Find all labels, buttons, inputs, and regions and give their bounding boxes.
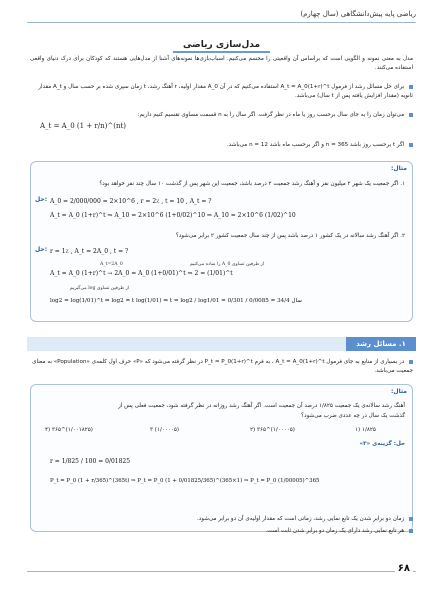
option-2[interactable]: (۱/۰۰۰۰۵)^۳۶۵ (۲ — [250, 427, 295, 433]
example-2-question-line-1: آهنگ رشد سالانه‌ی یک جمعیت ۱/۸۲۵ درصد آن جمعیت است. اگر آهنگ رشد روزانه در نظر گرفته شود، جمعیت فعلی پس از — [118, 403, 405, 409]
intro-line-1: مدل به معنی نمونه و الگویی است که براساس آن واقعیتی را مجسم می‌کنیم. اسباب‌بازی‌ها نمونه‌های آشنا از مدل‌هایی هستند که کودکان برای — [73, 56, 413, 62]
example-2-answer: حل: گزینه‌ی «۳» — [359, 441, 405, 447]
example-1-solution-2c: log2 = log(1/01)^t ⇒ log2 = t log(1/01) ⇒ t = log2 / log1/01 = 0/301 / 0/0085 = 34/4 سال — [50, 298, 302, 304]
bullet-n-values — [30, 141, 413, 150]
note-1: زمان دو برابر شدن یک تابع نمایی رشد، زمانی است که مقدار اولیه‌ی آن دو برابر می‌شود. — [197, 516, 405, 522]
bullet-periods — [30, 111, 413, 120]
section-number: ۱. — [398, 340, 406, 348]
bullet-3: اگر t برحسب روز باشد n = 365 و اگر برحسب ماه باشد n = 12 می‌باشد. — [226, 142, 405, 148]
bullet-icon — [409, 113, 413, 117]
example-1-solution-1b: A_t = A_0 (1+r)^t ⇒ A_10 = 2×10^6 (1+0/02)^10 ⇒ A_10 = 2×10^6 (1/02)^10 — [50, 212, 296, 219]
bullet-icon — [409, 517, 413, 521]
example-1-note-2: از طرفین تساوی A_0 را ساده می‌کنیم — [190, 262, 265, 267]
example-1-solution-1a: A_0 = 2/000/000 = 2×10^6 , r = 2٪ , t = 10 , A_t = ? — [50, 198, 212, 205]
option-1[interactable]: ۱/۸۲۵ (۱ — [355, 427, 376, 433]
bullet-icon — [409, 85, 413, 89]
example-1-question-1: ۱. اگر جمعیت یک شهر ۲ میلیون نفر و آهنگ رشد جمعیت ۲ درصد باشد، جمعیت این شهر پس از گذشت ۱۰ سال چند نفر خواهد بود؟ — [99, 181, 405, 187]
example-1-note-3: از طرفین تساوی log می‌گیریم — [70, 286, 130, 291]
note-2: هر تابع نمایی رشد دارای یک زمان دو برابر شدن ثابت است. — [265, 528, 405, 534]
header-rule — [27, 22, 416, 23]
example-2-question-line-2: گذشت یک سال در چه عددی ضرب می‌شود؟ — [301, 413, 405, 419]
example-2-solution-1: r = 1/825 / 100 = 0/01825 — [50, 458, 131, 465]
example-1-label: مثال: — [390, 165, 407, 172]
section-title: مسائل رشد — [356, 340, 397, 348]
book-header: ریاضی پایه پیش‌دانشگاهی (سال چهارم) — [300, 10, 416, 18]
bullet-2: می‌توان زمان را به جای سال برحسب روز یا ماه در نظر گرفت. اگر سال را به n قسمت مساوی تقسیم کنیم داریم: — [137, 112, 405, 118]
example-1-note-1: A_t=2A_0 — [100, 262, 123, 267]
intro-paragraph — [30, 55, 413, 73]
section-tab — [346, 337, 416, 351]
page-title: مدل‌سازی ریاضی — [173, 39, 270, 53]
example-1-solution-2b: A_t = A_0 (1+r)^t → 2A_0 = A_0 (1+0/01)^t ⇒ 2 = (1/01)^t — [50, 270, 233, 277]
note-doubling-2 — [30, 527, 413, 536]
compound-formula — [40, 122, 126, 130]
bullet-icon — [409, 529, 413, 533]
section-bullet-1b: معنای جمعیت می‌باشد. — [32, 359, 413, 374]
example-1-solution-label-2: حل: — [35, 246, 48, 253]
option-3[interactable]: (۱/۰۰۰۰۵) ۳ — [150, 427, 180, 433]
example-1-question-2: ۲. اگر آهنگ رشد سالانه در یک کشور ۱ درصد باشد پس از چند سال جمعیت کشور ۲ برابر می‌شود؟ — [175, 233, 405, 239]
example-1-solution-2a: r = 1٪ , A_t = 2A_0 , t = ? — [50, 248, 129, 255]
page-number: ۶۸ — [395, 563, 413, 574]
footer-rule — [27, 571, 416, 572]
compound-formula-text: A_t = A_0 (1 + r/n)^(nt) — [40, 122, 127, 130]
note-doubling-1 — [30, 515, 413, 524]
option-4[interactable]: (۱/۰۰۱۸۲۵)^۳۶۵ (۴ — [45, 427, 93, 433]
example-2-label: مثال: — [390, 388, 407, 395]
bullet-icon — [409, 360, 413, 364]
example-2-solution-2: P_t = P_0 (1 + r/365)^(365t) ⇒ P_t = P_0 (1 + 0/01825/365)^(365×1) ⇒ P_t = P_0 (1/00005)^365 — [50, 478, 320, 484]
bullet-icon — [409, 143, 413, 147]
bullet-population — [30, 358, 413, 376]
intro-line-2: درک دنیای واقعی استفاده می‌کنند. — [30, 56, 413, 71]
bullet-1a: برای حل مسائل رشد از فرمول A_t = A_0(1+r)^t استفاده می‌کنیم که در آن A_0 مقدار اولیه، r آهنگ رشد، t زمان سپری شده بر حسب — [80, 84, 405, 90]
section-bullet-1: در بسیاری از منابع به جای فرمول A_t = A_0(1+r)^t ، به فرم P_t = P_0(1+r)^t در نظر گرفته می‌شود که «P» حرف اول کلمه‌ی «Population» به — [47, 359, 405, 365]
example-1-solution-label-1: حل: — [35, 196, 48, 203]
bullet-growth-formula — [30, 83, 413, 101]
bullet-1b: سال و A_t مقدار ثانویه (مقدار افزایش یافته پس از t سال) می‌باشد. — [38, 84, 413, 99]
title-container — [0, 32, 443, 53]
